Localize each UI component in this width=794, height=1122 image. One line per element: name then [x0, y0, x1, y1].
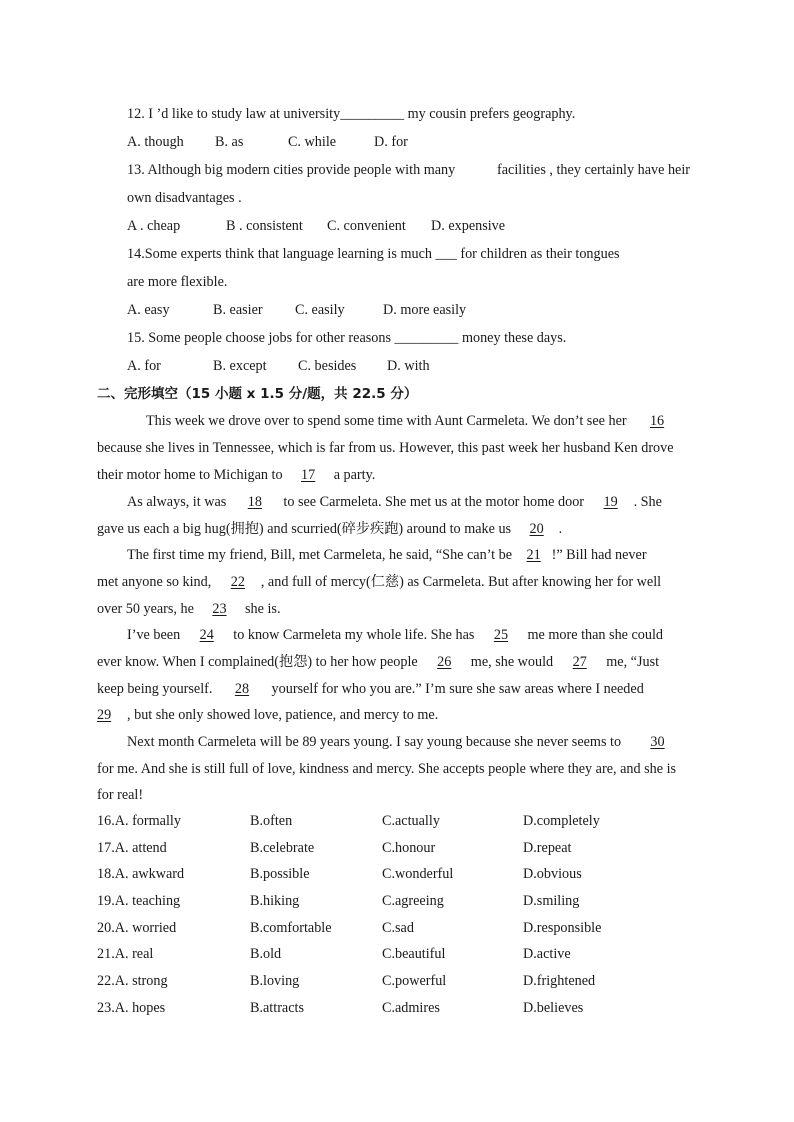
option-18-a: 18.A. awkward — [97, 866, 185, 882]
q13-option-b: B . consistent — [226, 218, 303, 234]
option-21-c: C.beautiful — [382, 946, 446, 962]
option-16-a: 16.A. formally — [97, 813, 181, 829]
p3-line-2 — [97, 573, 661, 591]
q15-stem-a: 15. Some people choose jobs for other reasons — [127, 330, 395, 346]
option-21-d: D.active — [523, 946, 571, 962]
option-17-a: 17.A. attend — [97, 840, 167, 856]
option-19-c: C.agreeing — [382, 893, 444, 909]
p1-line-1 — [146, 412, 664, 430]
option-22-d: D.frightened — [523, 973, 596, 989]
q14-line-2: are more flexible. — [127, 274, 228, 290]
blank-19: 19 — [603, 494, 618, 510]
q12-option-d: D. for — [374, 134, 408, 150]
p1-line-2: because she lives in Tennessee, which is far from us. However, this past week her husband Ken drove — [97, 440, 674, 456]
p3-line-3 — [97, 600, 280, 618]
p3-line-1 — [127, 546, 647, 564]
q14-option-b: B. easier — [213, 302, 263, 318]
option-18-c: C.wonderful — [382, 866, 454, 882]
q14-option-c: C. easily — [295, 302, 345, 318]
blank-24: 24 — [199, 627, 214, 643]
p3-text-b: !” Bill had never — [551, 547, 647, 563]
p5-text-a: Next month Carmeleta will be 89 years young. I say young because she never seems to — [127, 734, 625, 750]
q14-option-a: A. easy — [127, 302, 170, 318]
p4-line-1 — [127, 626, 663, 644]
p2-text-a: As always, it was — [127, 494, 230, 510]
blank-25: 25 — [493, 627, 509, 643]
p4-text-2a: ever know. When I complained(抱怨) to her how people — [97, 654, 422, 670]
blank-22: 22 — [230, 574, 245, 590]
q12-option-a: A. though — [127, 134, 184, 150]
q13-option-d: D. expensive — [431, 218, 506, 234]
option-17-c: C.honour — [382, 840, 436, 856]
option-20-b: B.comfortable — [250, 920, 332, 936]
q15-option-b: B. except — [213, 358, 267, 374]
option-16-b: B.often — [250, 813, 293, 829]
q14-blank: ___ — [435, 246, 457, 262]
options-row-18 — [0, 865, 794, 885]
p2-line-1 — [127, 493, 662, 511]
p4-text-4b: , but she only showed love, patience, and mercy to me. — [127, 707, 439, 723]
p3-text-2b: , and full of mercy(仁慈) as Carmeleta. But after knowing her for well — [260, 574, 662, 590]
option-19-d: D.smiling — [523, 893, 580, 909]
p4-text-a: I’ve been — [127, 627, 184, 643]
option-17-d: D.repeat — [523, 840, 572, 856]
option-23-d: D.believes — [523, 1000, 584, 1016]
blank-20: 20 — [529, 521, 544, 537]
p2-text-2a: gave us each a big hug(拥抱) and scurried(碎步疾跑) around to make us — [97, 521, 515, 537]
option-23-b: B.attracts — [250, 1000, 304, 1016]
p1-text-3a: their motor home to Michigan to — [97, 467, 287, 483]
p3-text-3b: she is. — [241, 601, 281, 617]
blank-18: 18 — [247, 494, 262, 510]
q15-option-a: A. for — [127, 358, 161, 374]
option-22-c: C.powerful — [382, 973, 447, 989]
p2-text-2b: . — [558, 521, 563, 537]
q12-option-c: C. while — [288, 134, 337, 150]
p4-line-3 — [97, 680, 644, 698]
q13-option-a: A . cheap — [127, 218, 181, 234]
q15-option-d: D. with — [387, 358, 430, 374]
blank-26: 26 — [437, 654, 452, 670]
p2-text-c: . She — [633, 494, 662, 510]
option-22-b: B.loving — [250, 973, 300, 989]
p4-line-4 — [97, 706, 438, 724]
p3-text-3a: over 50 years, he — [97, 601, 198, 617]
blank-30: 30 — [650, 734, 665, 750]
q15-stem-b: money these days. — [458, 330, 567, 346]
question-15 — [127, 329, 566, 347]
section-heading-cloze: 二、完形填空（15 小题 x 1.5 分/题，共 22.5 分） — [97, 386, 418, 402]
q15-blank: _________ — [394, 330, 459, 346]
option-21-a: 21.A. real — [97, 946, 154, 962]
p1-line-3 — [97, 466, 375, 484]
options-row-21 — [0, 945, 794, 965]
p4-text-c: me more than she could — [523, 627, 664, 643]
p1-text-a: This week we drove over to spend some time with Aunt Carmeleta. We don’t see her — [146, 413, 631, 429]
p4-text-2c: me, “Just — [602, 654, 660, 670]
q14-stem-b: for children as their tongues — [456, 246, 620, 262]
q13-option-c: C. convenient — [327, 218, 406, 234]
q12-option-b: B. as — [215, 134, 244, 150]
p2-line-2 — [97, 520, 562, 538]
option-18-b: B.possible — [250, 866, 310, 882]
p4-text-3b: yourself for who you are.” I’m sure she saw areas where I needed — [267, 681, 644, 697]
blank-16: 16 — [649, 413, 665, 429]
q15-option-c: C. besides — [298, 358, 357, 374]
blank-29: 29 — [97, 707, 112, 723]
question-12 — [127, 105, 575, 123]
option-21-b: B.old — [250, 946, 282, 962]
option-18-d: D.obvious — [523, 866, 582, 882]
option-20-a: 20.A. worried — [97, 920, 177, 936]
options-row-17 — [0, 839, 794, 859]
blank-27: 27 — [572, 654, 587, 670]
q13-line-2: own disadvantages . — [127, 190, 242, 206]
q12-stem-a: 12. I ’d like to study law at university — [127, 106, 341, 122]
options-row-22 — [0, 972, 794, 992]
blank-23: 23 — [212, 601, 227, 617]
p4-line-2 — [97, 653, 659, 671]
q12-blank: _________ — [340, 106, 405, 122]
q14-option-d: D. more easily — [383, 302, 467, 318]
options-row-20 — [0, 919, 794, 939]
p5-line-2: for me. And she is still full of love, kindness and mercy. She accepts people where they are, and she is — [97, 761, 677, 777]
question-14 — [127, 245, 620, 263]
option-20-c: C.sad — [382, 920, 414, 936]
p5-line-1 — [127, 733, 665, 751]
option-23-c: C.admires — [382, 1000, 440, 1016]
blank-17: 17 — [301, 467, 316, 483]
p4-text-2b: me, she would — [467, 654, 557, 670]
options-row-23 — [0, 999, 794, 1019]
option-22-a: 22.A. strong — [97, 973, 168, 989]
blank-28: 28 — [234, 681, 250, 697]
option-17-b: B.celebrate — [250, 840, 315, 856]
option-19-a: 19.A. teaching — [97, 893, 181, 909]
q14-stem-a: 14.Some experts think that language learning is much — [127, 246, 436, 262]
p4-text-3a: keep being yourself. — [97, 681, 216, 697]
p2-text-b: to see Carmeleta. She met us at the motor home door — [279, 494, 588, 510]
p3-text-2a: met anyone so kind, — [97, 574, 215, 590]
option-16-c: C.actually — [382, 813, 440, 829]
q13-line-1b: facilities , they certainly have heir — [497, 162, 691, 178]
p3-text-a: The first time my friend, Bill, met Carmeleta, he said, “She can’t be — [127, 547, 516, 563]
q12-stem-b: my cousin prefers geography. — [404, 106, 576, 122]
options-row-16 — [0, 812, 794, 832]
option-16-d: D.completely — [523, 813, 600, 829]
p5-line-3: for real! — [97, 787, 144, 803]
blank-21: 21 — [526, 547, 541, 563]
option-23-a: 23.A. hopes — [97, 1000, 166, 1016]
options-row-19 — [0, 892, 794, 912]
p1-text-3b: a party. — [330, 467, 376, 483]
q13-line-1: 13. Although big modern cities provide people with many — [127, 162, 456, 178]
p4-text-b: to know Carmeleta my whole life. She has — [229, 627, 478, 643]
option-20-d: D.responsible — [523, 920, 602, 936]
option-19-b: B.hiking — [250, 893, 300, 909]
